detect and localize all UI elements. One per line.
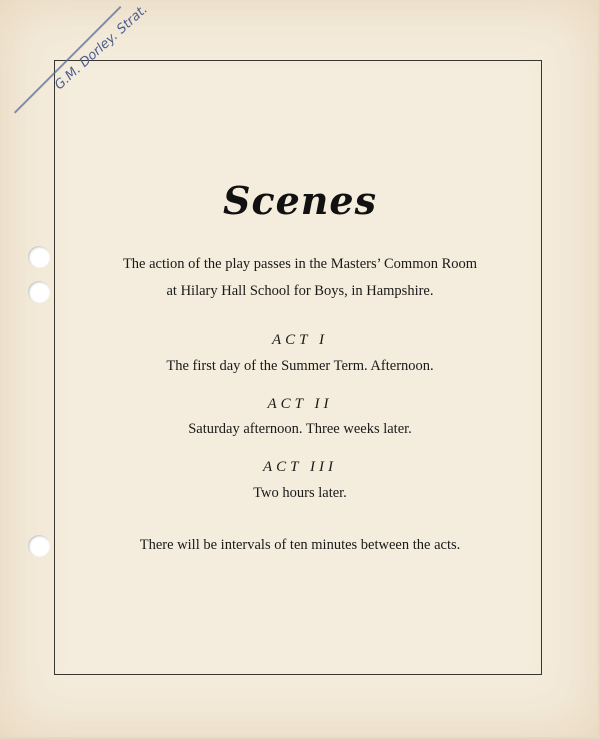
act-1-description: The first day of the Summer Term. Afternoon. (166, 358, 434, 374)
act-3-heading: ACT III (263, 459, 337, 475)
setting-line-1: The action of the play passes in the Masters’ Common Room (122, 256, 478, 272)
handwritten-note: G.M. Dorley. Strat. (52, 2, 151, 94)
page-title: Scenes (223, 178, 377, 223)
act-2-description: Saturday afternoon. Three weeks later. (188, 421, 412, 437)
setting-line-2: at Hilary Hall School for Boys, in Hampshire. (166, 283, 434, 299)
act-3-description: Two hours later. (253, 485, 347, 501)
intervals-note: There will be intervals of ten minutes between the acts. (139, 537, 461, 553)
act-1-heading: ACT I (272, 332, 328, 348)
act-2-heading: ACT II (267, 396, 333, 412)
